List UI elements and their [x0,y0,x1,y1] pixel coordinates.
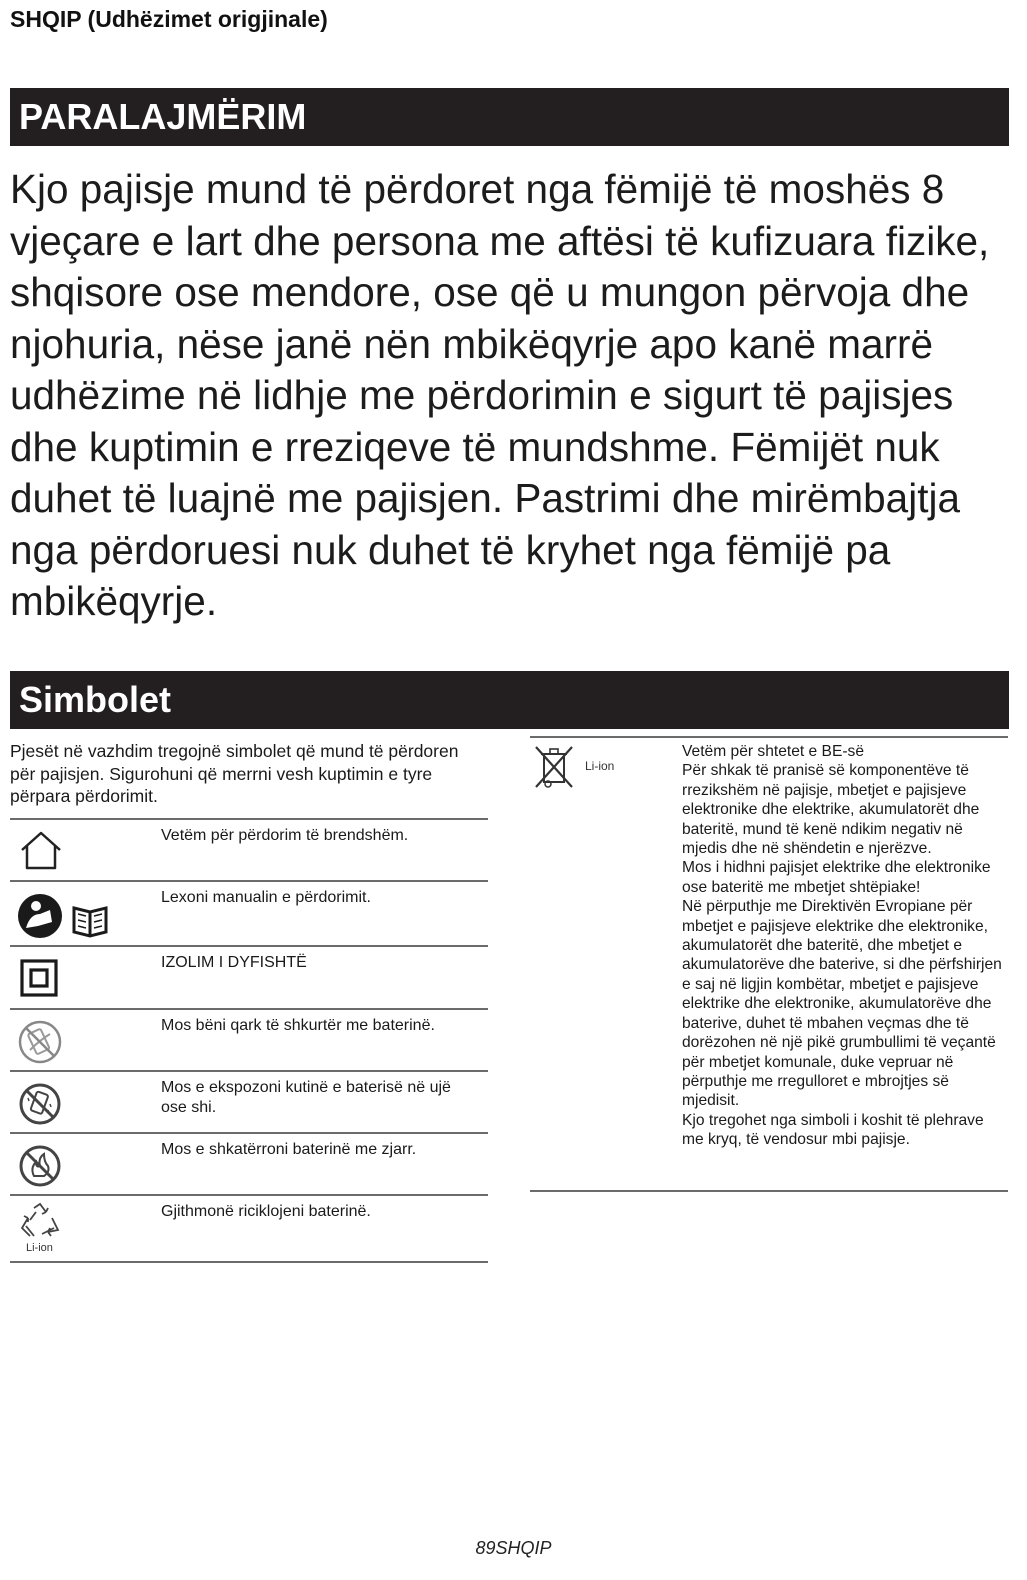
double-insulation-icon [20,959,60,1004]
symbol-text: Mos e shkatërroni baterinë me zjarr. [161,1141,417,1158]
symbols-heading: Simbolet [10,671,1009,729]
weee-line: Për shkak të pranisë së komponentëve të rrezikshëm në pajisje, mbetjet e pajisjeve elektronike dhe elektrike, akumulatorët dhe bateritë, mund të kenë ndikim negativ në mjedis dhe në shëndetin e njerëzve. [682,762,980,858]
symbol-row-manual [10,882,488,944]
page-number: 89SHQIP [475,1538,552,1558]
weee-line: Kjo tregohet nga simboli i koshit të plehrave me kryq, të vendosur mbi pajisje. [682,1111,984,1149]
weee-line: Mos i hidhni pajisjet elektrike dhe elektronike ose bateritë me mbetjet shtëpiake! [682,859,991,896]
recycle-icon [18,1202,62,1254]
symbol-row-water [10,1072,488,1132]
symbol-row-short-circuit [10,1010,488,1070]
symbol-row-double-insulation [10,947,488,1008]
read-manual-icon [16,892,116,947]
crossed-bin-label: Li-ion [585,759,615,773]
weee-text [682,742,1007,1150]
warning-text: Kjo pajisje mund të përdoret nga fëmijë të moshës 8 vjeçare e lart dhe persona me aftësi të kufizuara fizike, shqisore ose mendore, ose që u mungon përvoja dhe njohuria, nëse janë nën mbikëqyrje apo kanë marrë udhëzime në lidhje me përdorimin e sigurt të pajisjes dhe kuptimin e rreziqeve të mundshme. Fëmijët nuk duhet të luajnë me pajisjen. Pastrimi dhe mirëmbajtja nga përdoruesi nuk duhet të kryhet nga fëmijë pa mbikëqyrje. [10,166,990,624]
recycle-icon-label: Li-ion [26,1242,53,1254]
symbol-text: Mos bëni qark të shkurtër me baterinë. [161,1017,435,1034]
symbol-text: Vetëm për përdorim të brendshëm. [161,827,409,844]
symbol-text: Lexoni manualin e përdorimit. [161,889,371,906]
symbol-text: IZOLIM I DYFISHTË [161,954,307,971]
table-rule [530,736,1008,738]
crossed-bin-icon [534,744,576,795]
no-short-circuit-icon [18,1020,62,1069]
table-rule [530,1190,1008,1192]
symbols-intro: Pjesët në vazhdim tregojnë simbolet që mund të përdoren për pajisjen. Sigurohuni që merrni vesh kuptimin e tyre përpara përdorimit. [10,741,459,806]
symbol-text: Gjithmonë riciklojeni baterinë. [161,1203,371,1220]
warning-heading: PARALAJMËRIM [10,88,1009,146]
no-water-icon [18,1082,62,1131]
symbol-row-indoor [10,820,488,880]
table-rule [10,1261,488,1263]
weee-line: Në përputhje me Direktivën Evropiane për mbetjet e pajisjeve elektrike dhe elektronike, akumulatorët dhe bateritë, dhe mbetjet e akumulatorëve dhe baterive, si dhe përfshirjen e saj në ligjin kombëtar, mbetjet e pajisjeve elektrike dhe elektronike, akumulatorëve dhe baterive, duhet të mbahen veçmas dhe të dorëzohen në një pikë grumbullimi të veçantë për mbetjet komunale, duke vepruar në përputhje me rregulloret e mbrojtjes së mjedisit. [682,898,1002,1110]
symbol-text: Mos e ekspozoni kutinë e baterisë në ujë ose shi. [161,1079,451,1116]
symbol-row-fire [10,1134,488,1194]
symbol-row-recycle [10,1196,488,1261]
no-fire-icon [18,1144,62,1193]
page-header-title: SHQIP (Udhëzimet origjinale) [10,6,328,32]
weee-line: Vetëm për shtetet e BE-së [682,743,865,760]
house-icon [16,828,66,877]
